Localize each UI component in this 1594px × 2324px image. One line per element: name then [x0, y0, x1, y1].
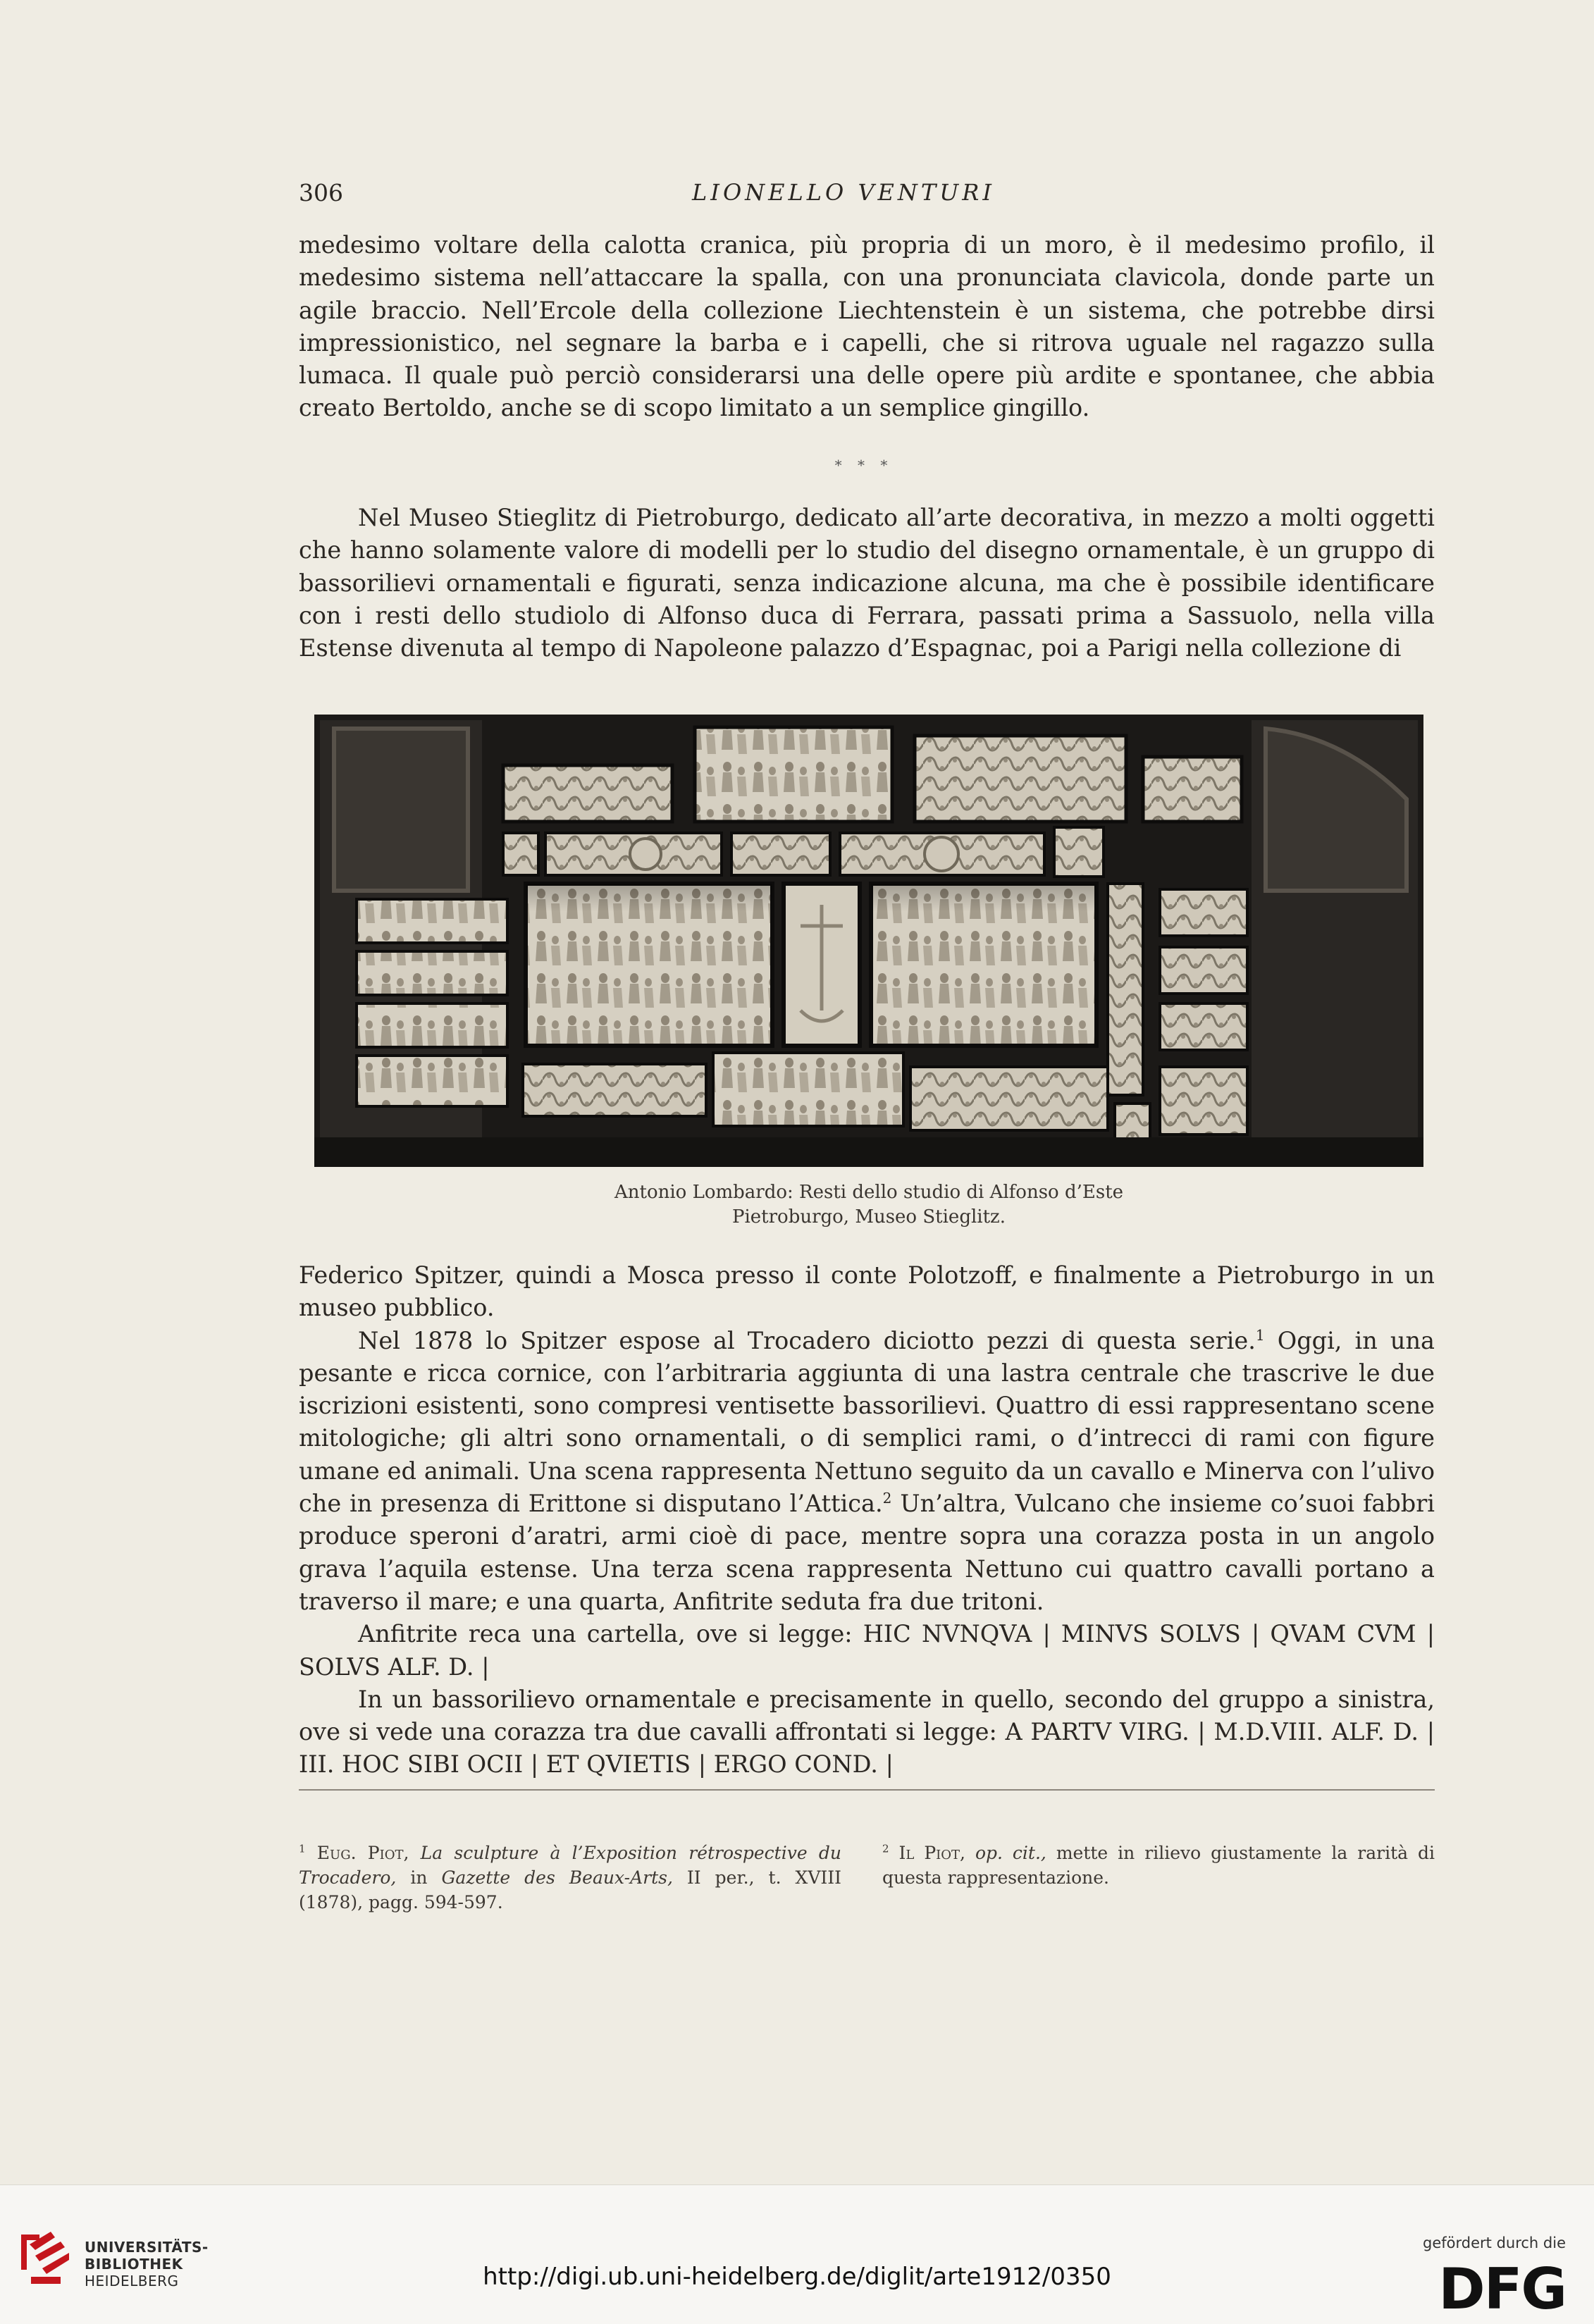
caption-location: Pietroburgo, Museo Stieglitz. — [731, 1206, 1006, 1228]
dfg-logo[interactable]: DFG — [1438, 2256, 1566, 2322]
left-column-panels — [357, 899, 507, 1106]
footnote-marker: 2 — [882, 1842, 889, 1855]
footnote-journal: Gazette des Beaux-Arts, — [441, 1867, 673, 1888]
figure-caption — [314, 1180, 1423, 1230]
caption-title: Antonio Lombardo: Resti dello studio di Alfonso d’Este — [614, 1182, 1124, 1203]
footnote-1 — [299, 1841, 841, 1915]
footnote-citation: op. cit., — [975, 1843, 1046, 1863]
footnote-2 — [882, 1841, 1435, 1890]
sponsor-claim: gefördert durch die — [1423, 2235, 1566, 2251]
text-run: in — [396, 1867, 442, 1888]
text-run: II per., t. XVIII (1878), pagg. 594-597. — [299, 1867, 842, 1912]
relief-panels-illustration — [314, 715, 1423, 1167]
text-run: Nel 1878 lo Spitzer espose al Trocadero diciotto pezzi di questa serie. — [358, 1326, 1256, 1354]
footnote-ref-1: 1 — [1255, 1326, 1265, 1344]
paragraph-trocadero — [299, 1325, 1435, 1619]
text-run: mette in rilievo giustamente la rarità di questa rappresentazione. — [882, 1843, 1435, 1888]
frieze-row-panels — [503, 827, 1104, 877]
body-text-middle — [299, 502, 1435, 665]
footnote-divider — [299, 1789, 1435, 1791]
paragraph-museo-stieglitz: Nel Museo Stieglitz di Pietroburgo, dedicato all’arte decorativa, in mezzo a molti oggetti che hanno solamente valore di modelli per lo studio del disegno ornamentale, è un gruppo di bassorilievi ornamentali e figurati, senza indicazione alcuna, ma che è possibile identificare con i resti dello studiolo di Alfonso duca di Ferrara, passati prima a Sassuolo, nella villa Estense divenuta al tempo di Napoleone palazzo d’Espagnac, poi a Parigi nella collezione di — [299, 504, 1435, 662]
paragraph-anfitrite-inscription: Anfitrite reca una cartella, ove si legge: HIC NVNQVA | MINVS SOLVS | QVAM CVM | SOLVS ALF. D. | — [299, 1620, 1435, 1681]
footnote-marker: 1 — [299, 1842, 306, 1855]
text-run: Oggi, in una pesante e ricca cornice, con l’arbitraria aggiunta di una lastra centrale che trascrive le due iscrizioni esistenti, sono compresi ventisette bassorilievi. Quattro di essi rappresentano scene mitologiche; gli altri sono ornamentali, o di semplici rami, o d’intrecci di rami con figure umane ed animali. Una scena rappresenta Nettuno seguito da un cavallo e Minerva con l’ulivo che in presenza di Erittone si disputano l’Attica. — [299, 1326, 1435, 1518]
section-asterism: * * * — [834, 457, 894, 474]
library-line-3: HEIDELBERG — [85, 2273, 179, 2289]
footnote-author: Il Piot, — [889, 1843, 975, 1863]
library-line-1: UNIVERSITÄTS- — [85, 2239, 209, 2256]
footnote-title: La sculpture à l’Exposition rétrospective du Trocadero, — [299, 1843, 841, 1888]
footnote-author: Eug. Piot, — [305, 1843, 421, 1863]
running-head: LIONELLO VENTURI — [692, 179, 995, 206]
right-column-panels — [1160, 889, 1247, 1135]
viewer-footer — [0, 2184, 1594, 2324]
footnote-ref-2: 2 — [882, 1489, 892, 1507]
body-text-lower — [299, 1259, 1435, 1781]
library-line-2: BIBLIOTHEK — [85, 2256, 183, 2273]
text-run: Un’altra, Vulcano che insieme co’suoi fabbri produce speroni d’aratri, armi cioè di pace, mentre sopra una corazza posta in un angolo grava l’aquila estense. Una terza scena rappresenta Nettuno cui quattro cavalli portano a traverso il mare; e una quarta, Anfitrite seduta fra due tritoni. — [299, 1490, 1435, 1615]
permalink-url[interactable]: http://digi.ub.uni-heidelberg.de/diglit/arte1912/0350 — [483, 2263, 1111, 2291]
figure-photograph — [314, 715, 1423, 1167]
paragraph-continuation: medesimo voltare della calotta cranica, più propria di un moro, è il medesimo profilo, il medesimo sistema nell’attaccare la spalla, con una pronunciata clavicola, donde parte un agile braccio. Nell’Ercole della collezione Liechtenstein è un sistema, che potrebbe dirsi impressionistico, nel segnare la barba e i capelli, che si ritrova uguale nel ragazzo sulla lumaca. Il quale può perciò considerarsi una delle opere più ardite e spontanee, che abbia creato Bertoldo, anche se di scopo limitato a un semplice gingillo. — [299, 231, 1435, 422]
page-number: 306 — [299, 179, 343, 206]
body-text-top — [299, 229, 1435, 425]
paragraph-spitzer-provenance: Federico Spitzer, quindi a Mosca presso il conte Polotzoff, e finalmente a Pietroburgo in un museo pubblico. — [299, 1261, 1435, 1322]
paragraph-ornamental-inscription: In un bassorilievo ornamentale e precisamente in quello, secondo del gruppo a sinistra, ove si vede una corazza tra due cavalli affrontati si legge: A PARTV VIRG. | M.D.VIII. ALF. D. | III. HOC SIBI OCII | ET QVIETIS | ERGO COND. | — [299, 1685, 1435, 1779]
page-header — [299, 179, 1388, 214]
